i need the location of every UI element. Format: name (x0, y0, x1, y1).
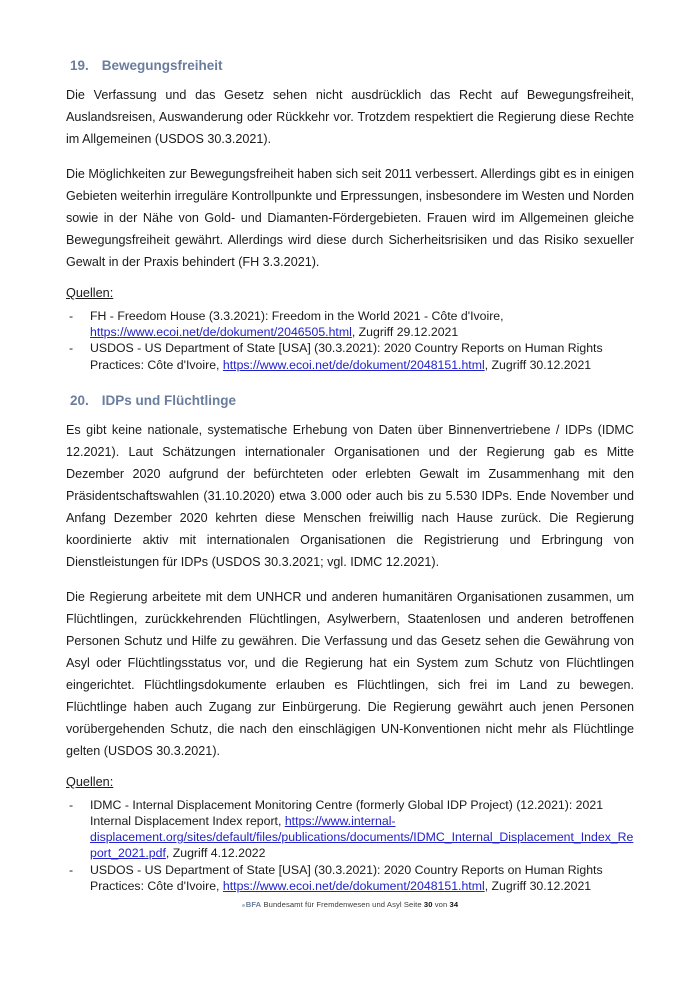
footer-page-current: 30 (423, 900, 433, 909)
sources-label: Quellen: (66, 286, 114, 300)
source-text: , Zugriff 30.12.2021 (484, 357, 592, 372)
source-item (66, 862, 634, 894)
sources-list (66, 797, 634, 894)
sources-list (66, 308, 634, 373)
source-text: USDOS - US Department of State [USA] (30.3.2021): 2020 Country Reports on Human Rights Practices: Côte d'Ivoire, (90, 862, 603, 893)
sources-label: Quellen: (66, 774, 114, 789)
source-text: FH - Freedom House (3.3.2021): Freedom in the World 2021 - Côte d'Ivoire, (90, 309, 504, 323)
source-text: , Zugriff 29.12.2021 (351, 325, 459, 340)
source-item (66, 797, 634, 862)
footer-org-abbr: BFA (245, 900, 262, 909)
source-link[interactable]: https://www.ecoi.net/de/dokument/2048151.html (222, 357, 485, 372)
source-text: , Zugriff 4.12.2022 (165, 846, 266, 861)
footer-page-total: 34 (449, 900, 459, 909)
body-paragraph: Die Möglichkeiten zur Bewegungsfreiheit haben sich seit 2011 verbessert. Allerdings gibt es in einigen Gebieten weiterhin irreguläre Kontrollpunkte und Erpressungen, insbesondere im Westen und Norden sowie in der Nähe von Gold- und Diamanten-Fördergebieten. Frauen wird im Allgemeinen gleiche Bewegungsfreiheit gewährt. Allerdings wird diese durch Sicherheitsrisiken und das Risiko sexueller Gewalt in der Praxis behindert (FH 3.3.2021). (66, 167, 634, 269)
source-link[interactable]: https://www.ecoi.net/de/dokument/2048151.html (222, 878, 485, 893)
footer-page-label: Seite (403, 900, 422, 909)
source-item (66, 340, 634, 372)
source-text: , Zugriff 30.12.2021 (484, 878, 592, 893)
body-paragraph: Die Regierung arbeitete mit dem UNHCR und anderen humanitären Organisationen zusammen, um Flüchtlingen, zurückkehrenden Flüchtlingen, Asylwerbern, Staatenlosen und anderen betroffenen Personen Schutz und Hilfe zu gewähren. Die Verfassung und das Gesetz sehen die Gewährung von Asyl oder Flüchtlingsstatus vor, und die Regierung hat ein System zum Schutz von Flüchtlingen eingerichtet. Flüchtlingsdokumente erlauben es Flüchtlingen, sich frei im Land zu bewegen. Flüchtlinge haben auch Zugang zur Einbürgerung. Die Regierung gewährt auch jenen Personen vorübergehenden Schutz, die nach den einschlägigen UN-Konventionen nicht mehr als Flüchtlinge gelten (USDOS 30.3.2021). (66, 589, 634, 758)
page-footer (0, 900, 700, 909)
section-number: 20. (70, 392, 89, 408)
source-link[interactable]: https://www.internal-displacement.org/sites/default/files/publications/documents/IDMC_Internal_Displacement_Index_Report_2021.pdf (90, 814, 634, 861)
section-heading (66, 393, 634, 408)
source-item (66, 308, 634, 340)
section-number: 19. (70, 58, 89, 73)
body-paragraph: Es gibt keine nationale, systematische Erhebung von Daten über Binnenvertriebene / IDPs (IDMC 12.2021). Laut Schätzungen internationaler Organisationen und der Regierung gab es Mitte Dezember 2020 aufgrund der befürchteten oder erlebten Gewalt im Zusammenhang mit den Präsidentschaftswahlen (31.10.2020) etwa 3.000 oder auch bis zu 5.530 IDPs. Ende November und Anfang Dezember 2020 kehrten diese Menschen freiwillig nach Hause zurück. Die Regierung koordinierte aktiv mit internationalen Organisationen die Registrierung und Erbringung von Dienstleistungen für IDPs (USDOS 30.3.2021; vgl. IDMC 12.2021). (66, 422, 634, 569)
section-idps-und-fluechtlinge (66, 393, 634, 894)
footer-page-separator: von (434, 900, 448, 909)
section-heading (66, 58, 634, 73)
footer-org-name: Bundesamt für Fremdenwesen und Asyl (263, 900, 402, 909)
section-title: Bewegungsfreiheit (101, 58, 223, 73)
body-paragraph: Die Verfassung und das Gesetz sehen nicht ausdrücklich das Recht auf Bewegungsfreiheit, Auslandsreisen, Auswanderung oder Rückkehr vor. Trotzdem respektiert die Regierung diese Rechte im Allgemeinen (USDOS 30.3.2021). (66, 88, 634, 146)
section-title: IDPs und Flüchtlinge (101, 392, 237, 408)
source-text: USDOS - US Department of State [USA] (30.3.2021): 2020 Country Reports on Human Rights Practices: Côte d'Ivoire, (90, 341, 603, 372)
source-text: IDMC - Internal Displacement Monitoring Centre (formerly Global IDP Project) (12.2021): 2021 Internal Displacement Index report, (90, 797, 604, 829)
bfa-logo-dot-icon (242, 904, 245, 907)
section-bewegungsfreiheit (66, 58, 634, 373)
source-link[interactable]: https://www.ecoi.net/de/dokument/2046505.html (90, 325, 352, 340)
